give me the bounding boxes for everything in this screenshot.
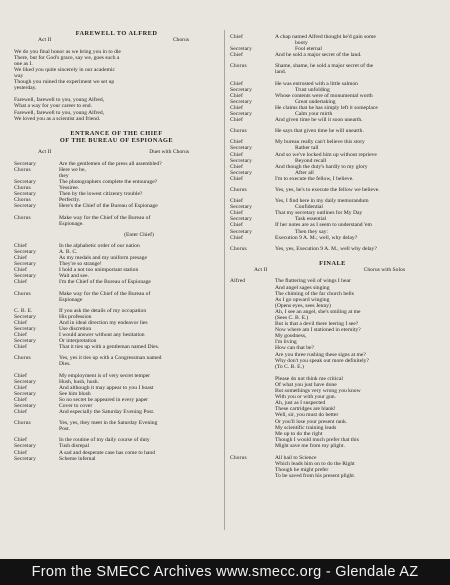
lyric-text: A chap named Alfred thought he'd gain some <box>275 34 376 40</box>
speaker-label: Secretary <box>14 248 37 255</box>
finale-verse <box>230 278 435 449</box>
dialogue-line <box>14 279 219 285</box>
lyric-line: Which leads him on to do the Right <box>275 460 355 467</box>
speaker-label: Chief <box>230 210 243 217</box>
finale-title: FINALE <box>319 259 346 267</box>
lyric-text: Yes, yes it ties up with a Congressman named <box>59 355 162 362</box>
lyric-text: Yes, yes, Execution 9 A. M., well why delay? <box>275 245 377 252</box>
lyric-text: (Enter Chief) <box>124 231 154 238</box>
speaker-label: Chorus <box>230 454 247 461</box>
speaker-label: Chorus <box>14 185 31 192</box>
lyric-line: Well, sir, you must do better <box>275 412 339 419</box>
lyric-line: Please do not think me critical <box>275 375 343 382</box>
lyric-line: way <box>14 72 24 79</box>
speaker-label: Secretary <box>230 46 253 53</box>
dialogue-line <box>14 203 219 209</box>
speaker-label: Chief <box>14 409 27 416</box>
lyric-line: What a way for your career to end. <box>14 103 92 110</box>
lyric-text: Then they say: <box>295 228 328 235</box>
dialogue-line <box>230 187 435 193</box>
speaker-label: Chief <box>14 242 27 249</box>
speaker-label: Chorus <box>14 166 31 173</box>
lyric-line: We liked you quite sincerely in our academic <box>14 66 115 73</box>
speaker-label: Chorus <box>14 214 31 221</box>
speaker-label: Chief <box>230 92 243 99</box>
speaker-label: Secretary <box>230 204 253 211</box>
dialogue-line <box>14 344 219 350</box>
dialogue-line <box>14 456 219 462</box>
lyric-line: All hail to Science <box>275 454 317 461</box>
lyric-text: Yes, yes, he's to execute the fellow we believe. <box>275 186 380 193</box>
farewell-act: Act II <box>38 37 52 43</box>
lyric-text: And given time he will it soon unearth. <box>275 117 363 124</box>
farewell-performer: Chorus <box>172 37 189 43</box>
lyric-text: In the alphabetic order of our nation <box>59 242 140 249</box>
lyric-text: I'm the Chief of the Bureau of Espionage <box>59 279 151 286</box>
lyric-line: We do you final honor as we bring you in to die <box>14 48 121 55</box>
lyric-text: they <box>59 173 69 179</box>
entrance-act: Act II <box>38 149 52 156</box>
lyric-text: Beyond recall <box>295 157 327 164</box>
dialogue-line <box>230 235 435 241</box>
lyric-text: Calm your mirth <box>295 111 333 118</box>
column-divider <box>224 30 225 530</box>
lyric-line: Now where am I stationed in eternity? <box>275 327 361 334</box>
speaker-label: Secretary <box>14 313 37 320</box>
lyric-text: And especially the Saturday Evening Post. <box>59 409 155 416</box>
speaker-label: Secretary <box>230 169 253 176</box>
lyric-text: Espionage <box>59 296 83 303</box>
speaker-label: Chorus <box>230 128 247 135</box>
finale-chorus <box>230 455 435 479</box>
lyric-text: And though the duty's hardly to my glory <box>275 163 368 170</box>
lyric-text: See him blush <box>59 390 91 397</box>
speaker-label: Chief <box>230 198 243 205</box>
right-column <box>230 34 435 479</box>
speaker-label: Secretary <box>14 203 37 210</box>
lyric-text: Wait and see. <box>59 273 89 280</box>
lyric-line: Ah, just as I suspected <box>275 400 326 407</box>
archive-footer: From the SMECC Archives www.smecc.org - Glendale AZ <box>0 559 450 585</box>
lyric-line: (To C. B. E.) <box>275 363 304 370</box>
speaker-label: Chief <box>14 332 27 339</box>
speaker-label: Secretary <box>230 216 253 223</box>
lyric-text: He was entrusted with a little salmon <box>275 80 358 87</box>
speaker-label: Secretary <box>230 145 253 152</box>
lyric-line: My scientific training leads <box>275 424 337 431</box>
left-column <box>14 30 219 462</box>
lyric-text: Cover to cover <box>59 403 93 409</box>
lyric-line: The fluttering veil of wings I hear <box>275 278 351 285</box>
lyric-text: I hold a not too unimportant station <box>59 267 139 274</box>
speaker-label: Chorus <box>230 245 247 252</box>
lyric-text: Yes, I find here in my daily memorandum <box>275 198 369 205</box>
speaker-label: Chief <box>230 80 243 87</box>
lyric-text: That it ties up with a gentleman named Dies. <box>59 344 160 351</box>
lyric-line: We loved you as a scientist and friend. <box>14 115 101 122</box>
lyric-text: Rather tall <box>295 145 319 152</box>
lyric-text: Task essential <box>295 216 327 223</box>
lyric-text: Perfectly. <box>59 197 81 204</box>
lyric-text: Whose contents were of monumental worth <box>275 92 373 99</box>
lyric-line: yesterday. <box>14 85 37 92</box>
speaker-label: Secretary <box>14 191 37 198</box>
speaker-label: Secretary <box>14 338 37 345</box>
speaker-label: Chorus <box>14 290 31 297</box>
lyric-line: These cartridges are blank! <box>275 406 336 413</box>
speaker-label: Chief <box>230 139 243 146</box>
speaker-label: Chief <box>14 279 27 286</box>
speaker-label: Chief <box>230 117 243 124</box>
speaker-label: Chief <box>230 52 243 59</box>
speaker-label: Chief <box>230 104 243 111</box>
speaker-label: Secretary <box>14 261 37 268</box>
speaker-label: Secretary <box>14 455 37 462</box>
speaker-label: Chief <box>230 175 243 182</box>
lyric-text: They're so strange! <box>59 261 102 268</box>
lyric-line: Me up to do the right <box>275 430 323 437</box>
lyric-text: Confidential <box>295 204 323 211</box>
lyric-line: I'm living <box>275 339 297 346</box>
lyric-text: That my secretary outlines for My Day <box>275 210 363 217</box>
lyric-text: And so we've locked him up without reprieve <box>275 151 377 158</box>
speaker-label: C. B. E. <box>14 307 33 314</box>
finale-performer: Chorus with Solos <box>363 266 405 273</box>
entrance-title: ENTRANCE OF THE CHIEF <box>70 129 163 137</box>
speaker-label: Chief <box>14 384 27 391</box>
lyric-line: Farewell, farewell to you, young Alfred, <box>14 97 105 104</box>
lyric-text: Dies. <box>59 361 71 368</box>
lyric-line: Might save me from my plight. <box>275 442 345 449</box>
speaker-label: Chief <box>230 34 243 40</box>
lyric-line: How can that be? <box>275 345 314 352</box>
lyric-text: I'm to execute the fellow, I believe. <box>275 175 354 182</box>
speaker-label: Secretary <box>230 157 253 164</box>
entrance-dialogue <box>14 161 219 462</box>
lyric-text: My employment is of very secret temper <box>59 372 151 379</box>
lyric-text: Hush, hush, hush. <box>59 378 99 385</box>
lyric-text: Shame, shame, he sold a major secret of the <box>275 63 374 70</box>
speaker-label: Secretary <box>14 443 37 450</box>
speaker-label: Chief <box>14 344 27 351</box>
lyric-text: Espionage. <box>59 220 84 227</box>
lyric-text: Scheme infernal <box>59 455 96 462</box>
dialogue-line <box>230 176 435 182</box>
lyric-line: (Opens eyes, sees Jenny) <box>275 302 331 309</box>
lyric-line: As I go upward winging <box>275 296 330 303</box>
speaker-label: Chief <box>14 396 27 403</box>
speaker-label: Secretary <box>230 228 253 235</box>
dialogue-line <box>230 246 435 252</box>
speaker-label: Chief <box>14 267 27 274</box>
farewell-title: FAREWELL TO ALFRED <box>75 30 158 37</box>
lyric-text: Great undertaking <box>295 98 336 105</box>
speaker-label: Secretary <box>14 403 37 409</box>
lyric-text: Fool eternal <box>295 46 322 53</box>
lyric-text: If her notes are as I seem to understand 'em <box>275 222 372 229</box>
lyric-text: His profession <box>59 313 92 320</box>
lyric-line: My goodness, <box>275 333 307 340</box>
entrance-title-line2: OF THE BUREAU OF ESPIONAGE <box>59 136 174 144</box>
chief-dialogue <box>230 34 435 252</box>
lyric-line: Or you'll lose your present rank. <box>275 418 348 425</box>
lyric-text: Here we be, <box>59 166 86 173</box>
lyric-text: land. <box>275 69 287 76</box>
lyric-text: Trust unfolding <box>295 86 330 93</box>
speaker-label: Chorus <box>14 355 31 362</box>
speaker-label: Chorus <box>230 63 247 70</box>
speaker-label: Secretary <box>14 390 37 397</box>
lyric-text: Post. <box>59 426 71 433</box>
lyric-line: To be saved from his present plight. <box>275 472 356 479</box>
dialogue-line <box>230 117 435 123</box>
lyric-text: booty <box>295 40 308 47</box>
lyric-line: Farewell, farewell to you, young Alfred, <box>14 109 105 116</box>
speaker-label: Secretary <box>14 179 37 186</box>
lyric-text: And although it may appear to you I boast <box>59 384 154 391</box>
speaker-label: Chorus <box>14 420 31 427</box>
speaker-label: Chief <box>14 372 27 379</box>
lyric-line: Ah, I see an angel, she's smiling at me <box>275 308 361 315</box>
speaker-label: Secretary <box>14 160 37 167</box>
lyric-line: The chiming of the far church bells <box>275 290 354 297</box>
speaker-label: Chief <box>230 234 243 241</box>
speaker-label: Chorus <box>14 197 31 204</box>
entrance-performer: Duet with Chorus <box>149 149 189 156</box>
lyric-text: He says that given time he will unearth. <box>275 128 364 135</box>
speaker-label: Chief <box>14 319 27 326</box>
speaker-label: Chief <box>230 163 243 170</box>
lyric-text: A sad and desperate case has come to hand <box>59 449 155 456</box>
speaker-label: Secretary <box>14 273 37 280</box>
lyric-text: Yes, yes, they meet in the Saturday Evening <box>59 420 158 427</box>
speaker-label: Secretary <box>230 98 253 105</box>
dialogue-line <box>14 409 219 415</box>
lyric-text: If you ask the details of my occupation <box>59 307 147 314</box>
lyric-line: Though he might prefer <box>275 466 329 473</box>
speaker-label: Alfred <box>230 278 246 285</box>
dialogue-line <box>230 128 435 134</box>
speaker-label: Chief <box>14 437 27 444</box>
finale-act: Act II <box>254 266 268 273</box>
lyric-text: Yessiree. <box>59 185 80 192</box>
lyric-text: And in ideal direction my endeavor lies <box>59 319 148 326</box>
speaker-label: Chorus <box>230 186 247 193</box>
lyric-line: But is that a devil there leering I see? <box>275 321 359 328</box>
lyric-text: And he sold a major secret of the land. <box>275 52 362 59</box>
lyric-text: As my medals and my uniform presage <box>59 255 147 262</box>
lyric-text: Make way for the Chief of the Bureau of <box>59 214 151 221</box>
lyric-text: He claims that he has simply left it someplace <box>275 104 378 111</box>
lyric-text: A. B. C. <box>59 248 78 255</box>
lyric-text: So no secret be appeared in every paper <box>59 396 148 403</box>
speaker-label: Secretary <box>230 111 253 118</box>
lyric-line: (Sees C. B. E.) <box>275 314 309 321</box>
speaker-label: Secretary <box>230 86 253 93</box>
lyric-text: Then by the lowest citizenry trouble? <box>59 191 143 198</box>
lyric-text: I would answer without any hesitation <box>59 332 145 339</box>
lyric-text: Or interpretation <box>59 338 97 345</box>
lyric-line: Of what you just have done <box>275 382 337 388</box>
lyric-text: Execution 9 A. M.; well, why delay? <box>275 234 358 241</box>
lyric-line: Though I would much prefer that this <box>275 436 359 443</box>
speaker-label: Secretary <box>14 325 37 332</box>
lyric-text: Use discretion <box>59 325 92 332</box>
lyric-line: And angel sages singing <box>275 284 330 291</box>
lyric-line: one as I. <box>14 60 33 67</box>
lyric-line: Are you three rushing these signs at me? <box>275 351 366 358</box>
speaker-label: Chief <box>230 151 243 158</box>
farewell-lyrics <box>14 49 219 122</box>
lyric-text: After all <box>295 169 314 176</box>
speaker-label: Secretary <box>14 378 37 385</box>
lyric-text: Tush disrepal <box>59 443 90 450</box>
lyric-line: Though you ruined the experiment we set up <box>14 79 115 86</box>
lyric-line: Why don't you speak out more definitely? <box>275 357 369 364</box>
lyric-line: But somethings very wrong you know <box>275 388 361 395</box>
speaker-label: Chief <box>230 222 243 229</box>
lyric-line: With you or with your gun. <box>275 394 336 401</box>
lyric-text: In the routine of my daily course of duty <box>59 437 150 444</box>
lyric-line: There, but for God's grace, say we, goes such a <box>14 54 120 61</box>
lyric-text: My bureau really can't believe this story <box>275 139 365 146</box>
lyric-text: Here's the Chief of the Bureau of Espionage <box>59 203 158 210</box>
finale-chorus-lyrics <box>275 455 435 479</box>
dialogue-line <box>230 52 435 58</box>
speaker-label: Chief <box>14 255 27 262</box>
finale-lyrics <box>275 278 435 449</box>
lyric-text: Are the gentlemen of the press all assembled? <box>59 160 162 167</box>
lyric-text: Make way for the Chief of the Bureau of <box>59 290 151 297</box>
speaker-label: Chief <box>14 449 27 456</box>
lyric-text: The photographers complete the entourage? <box>59 179 158 186</box>
